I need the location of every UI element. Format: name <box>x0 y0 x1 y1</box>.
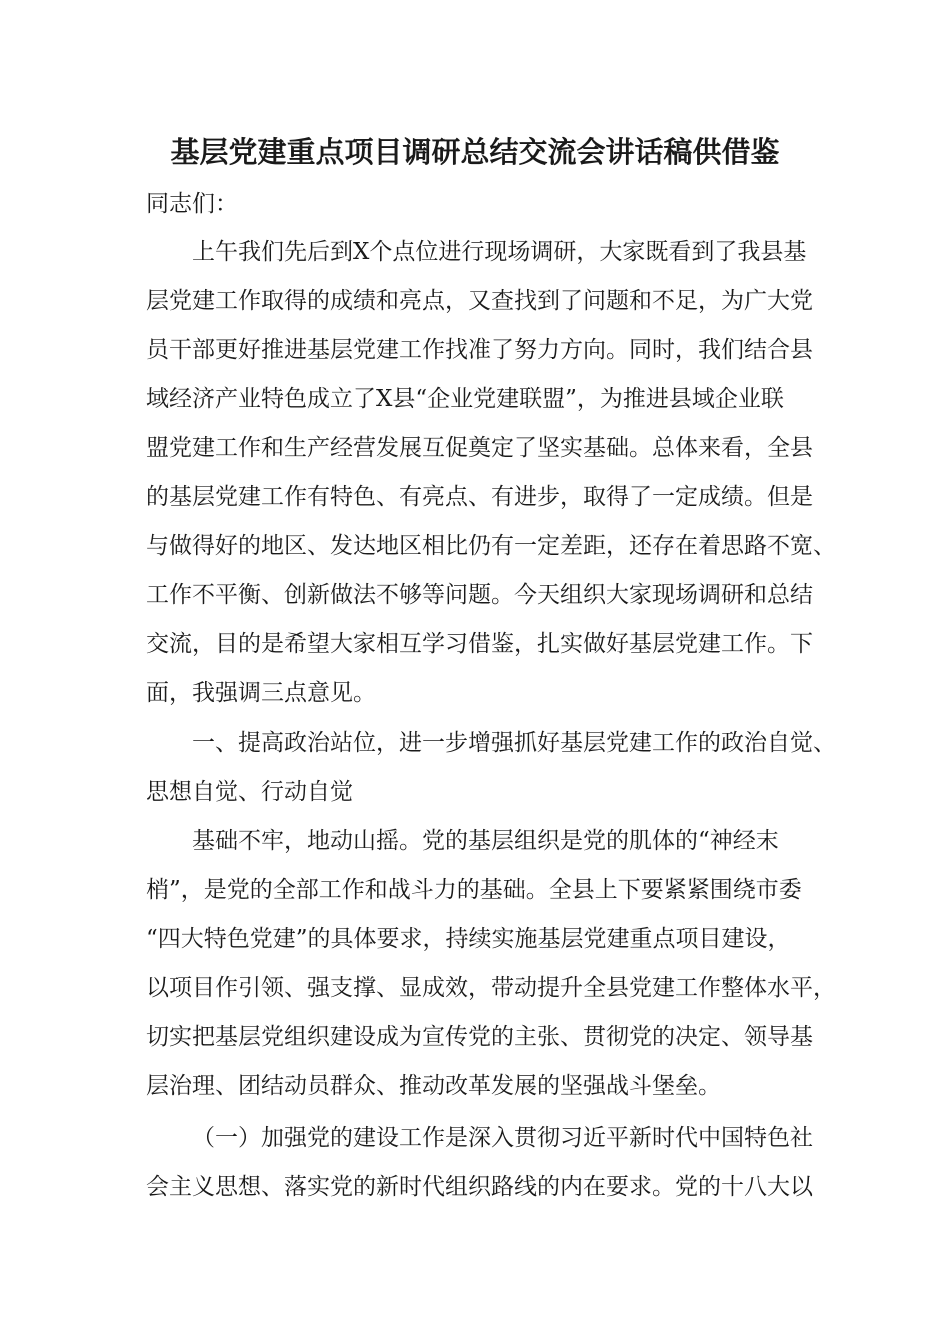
paragraph-line: “四大特色党建”的具体要求，持续实施基层党建重点项目建设， <box>146 926 791 952</box>
paragraph-line: 面，我强调三点意见。 <box>146 680 376 706</box>
paragraph-line: 切实把基层党组织建设成为宣传党的主张、贯彻党的决定、领导基 <box>146 1024 813 1050</box>
paragraph-line: 梢”，是党的全部工作和战斗力的基础。全县上下要紧紧围绕市委 <box>146 877 802 903</box>
paragraph-line: 交流，目的是希望大家相互学习借鉴，扎实做好基层党建工作。下 <box>146 631 813 657</box>
paragraph-line: 的基层党建工作有特色、有亮点、有进步，取得了一定成绩。但是 <box>146 484 813 510</box>
subsection-line: 会主义思想、落实党的新时代组织路线的内在要求。党的十八大以 <box>146 1174 813 1200</box>
paragraph-line: 域经济产业特色成立了X县“企业党建联盟”，为推进县域企业联 <box>146 386 784 412</box>
paragraph-line: 以项目作引领、强支撑、显成效，带动提升全县党建工作整体水平， <box>146 975 836 1001</box>
document-title: 基层党建重点项目调研总结交流会讲话稿供借鉴 <box>170 135 780 169</box>
subsection-line: （一）加强党的建设工作是深入贯彻习近平新时代中国特色社 <box>192 1125 813 1151</box>
section-heading-line: 思想自觉、行动自觉 <box>146 779 353 805</box>
paragraph-line: 盟党建工作和生产经营发展互促奠定了坚实基础。总体来看，全县 <box>146 435 813 461</box>
paragraph-line: 工作不平衡、创新做法不够等问题。今天组织大家现场调研和总结 <box>146 582 813 608</box>
paragraph-line: 层党建工作取得的成绩和亮点，又查找到了问题和不足，为广大党 <box>146 288 813 314</box>
paragraph-line: 层治理、团结动员群众、推动改革发展的坚强战斗堡垒。 <box>146 1073 721 1099</box>
paragraph-line: 上午我们先后到X个点位进行现场调研，大家既看到了我县基 <box>192 239 807 265</box>
paragraph-line: 员干部更好推进基层党建工作找准了努力方向。同时，我们结合县 <box>146 337 813 363</box>
paragraph-line: 基础不牢，地动山摇。党的基层组织是党的肌体的“神经末 <box>192 828 779 854</box>
section-heading-line: 一、提高政治站位，进一步增强抓好基层党建工作的政治自觉、 <box>192 730 836 756</box>
salutation-line: 同志们： <box>146 191 238 217</box>
paragraph-line: 与做得好的地区、发达地区相比仍有一定差距，还存在着思路不宽、 <box>146 533 836 559</box>
